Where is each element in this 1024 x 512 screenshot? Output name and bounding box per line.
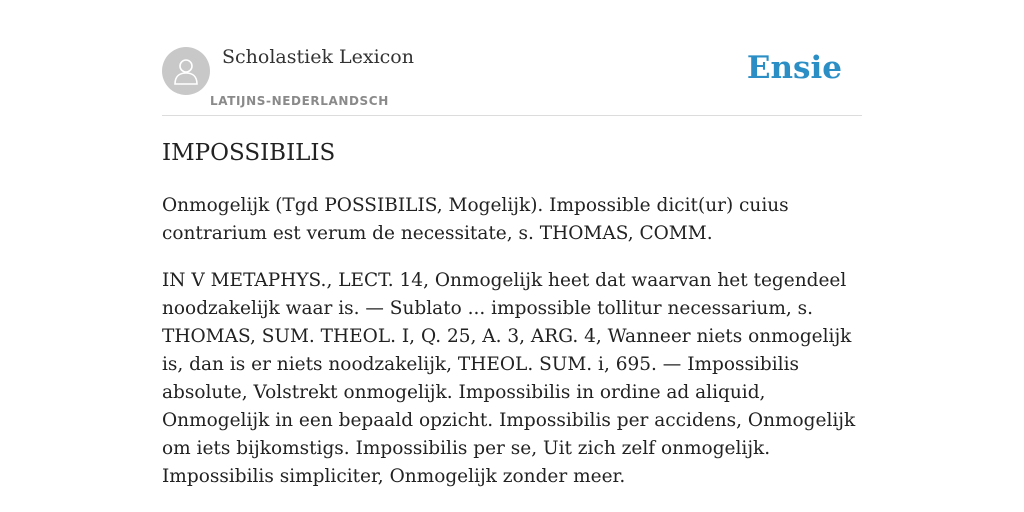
entry-title: IMPOSSIBILIS bbox=[162, 140, 336, 166]
lexicon-subtitle: LATIJNS-NEDERLANDSCH bbox=[210, 94, 389, 108]
lexicon-title[interactable]: Scholastiek Lexicon bbox=[222, 46, 414, 68]
entry-paragraph: IN V METAPHYS., LECT. 14, Onmogelijk heet dat waarvan het tegendeel noodzakelijk waar is. — Sublato ... impossible tollitur necessarium, s. THOMAS, SUM. THEOL. I, Q. 25, A. 3, ARG. 4, Wanneer niets onmogelijk is, dan is er niets noodzakelijk, THEOL. SUM. i, 695. — Impossibilis absolute, Volstrekt onmogelijk. Impossibilis in ordine ad aliquid, Onmogelijk in een bepaald opzicht. Impossibilis per accidens, Onmogelijk om iets bijkomstigs. Impossibilis per se, Uit zich zelf onmogelijk. Impossibilis simpliciter, Onmogelijk zonder meer. bbox=[162, 270, 856, 487]
lexicon-header bbox=[162, 46, 862, 116]
entry-body bbox=[162, 192, 862, 510]
entry-paragraph: Onmogelijk (Tgd POSSIBILIS, Mogelijk). Impossible dicit(ur) cuius contrarium est verum de necessitate, s. THOMAS, COMM. bbox=[162, 195, 789, 244]
brand-logo[interactable]: Ensie bbox=[746, 50, 842, 86]
avatar[interactable] bbox=[162, 47, 210, 95]
user-avatar-icon bbox=[173, 57, 199, 85]
